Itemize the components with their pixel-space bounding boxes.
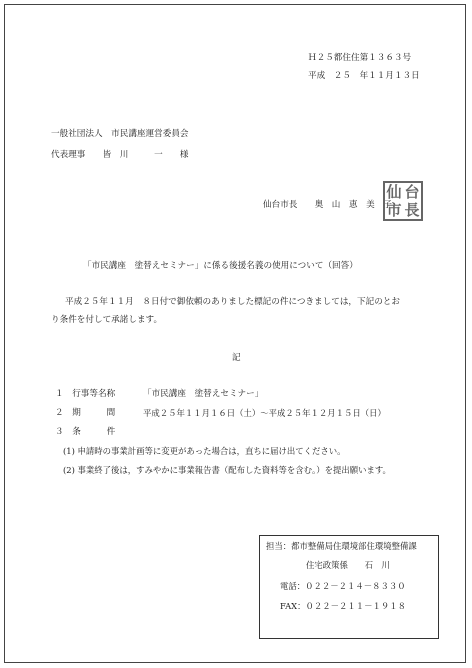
seal-char: 台 <box>404 183 420 201</box>
item-value: 「市民講座 塗替えセミナー」 <box>143 389 264 399</box>
condition-item: (1) 申請時の事業計画等に変更があった場合は，直ちに届け出てください。 <box>63 446 346 456</box>
item-label: ２ 期 間 <box>55 408 116 418</box>
addressee-organization: 一般社団法人 市民講座運営委員会 <box>51 129 189 139</box>
contact-box <box>259 535 439 639</box>
contact-phone: 電話：０２２－２１４－８３３０ <box>280 581 406 591</box>
sender-name: 仙台市長 奥 山 恵 美 子 <box>263 200 392 210</box>
subject-line: 「市民講座 塗替えセミナー」に係る後援名義の使用について（回答） <box>83 261 358 271</box>
item-value: 平成２５年１１月１６日（土）～平成２５年１２月１５日（日） <box>143 408 386 418</box>
issue-date: 平成 ２５ 年１１月１３日 <box>308 71 420 81</box>
seal-char: 長 <box>404 201 420 219</box>
addressee-representative: 代表理事 皆 川 一 様 <box>51 150 189 160</box>
contact-department: 担当：都市整備局住環境部住環境整備課 <box>266 541 417 551</box>
body-line-2: り条件を付して承諾します。 <box>51 315 163 325</box>
contact-fax: FAX：０２２－２１１－１９１８ <box>280 601 406 611</box>
item-label: ３ 条 件 <box>55 427 116 437</box>
document-page <box>4 4 466 663</box>
seal-char: 市 <box>386 201 402 219</box>
official-seal <box>383 181 423 221</box>
body-line-1: 平成２５年１１月 ８日付で御依頼のありました標記の件につきましては，下記のとお <box>65 297 400 307</box>
seal-char: 仙 <box>386 183 402 201</box>
doc-number: Ｈ２５都住住第１３６３号 <box>308 53 412 63</box>
condition-item: (2) 事業終了後は，すみやかに事業報告書（配布した資料等を含む。）を提出願います。 <box>63 465 391 475</box>
item-label: １ 行事等名称 <box>55 389 116 399</box>
ki-heading: 記 <box>232 353 241 363</box>
contact-section: 住宅政策係 石 川 <box>306 560 390 570</box>
